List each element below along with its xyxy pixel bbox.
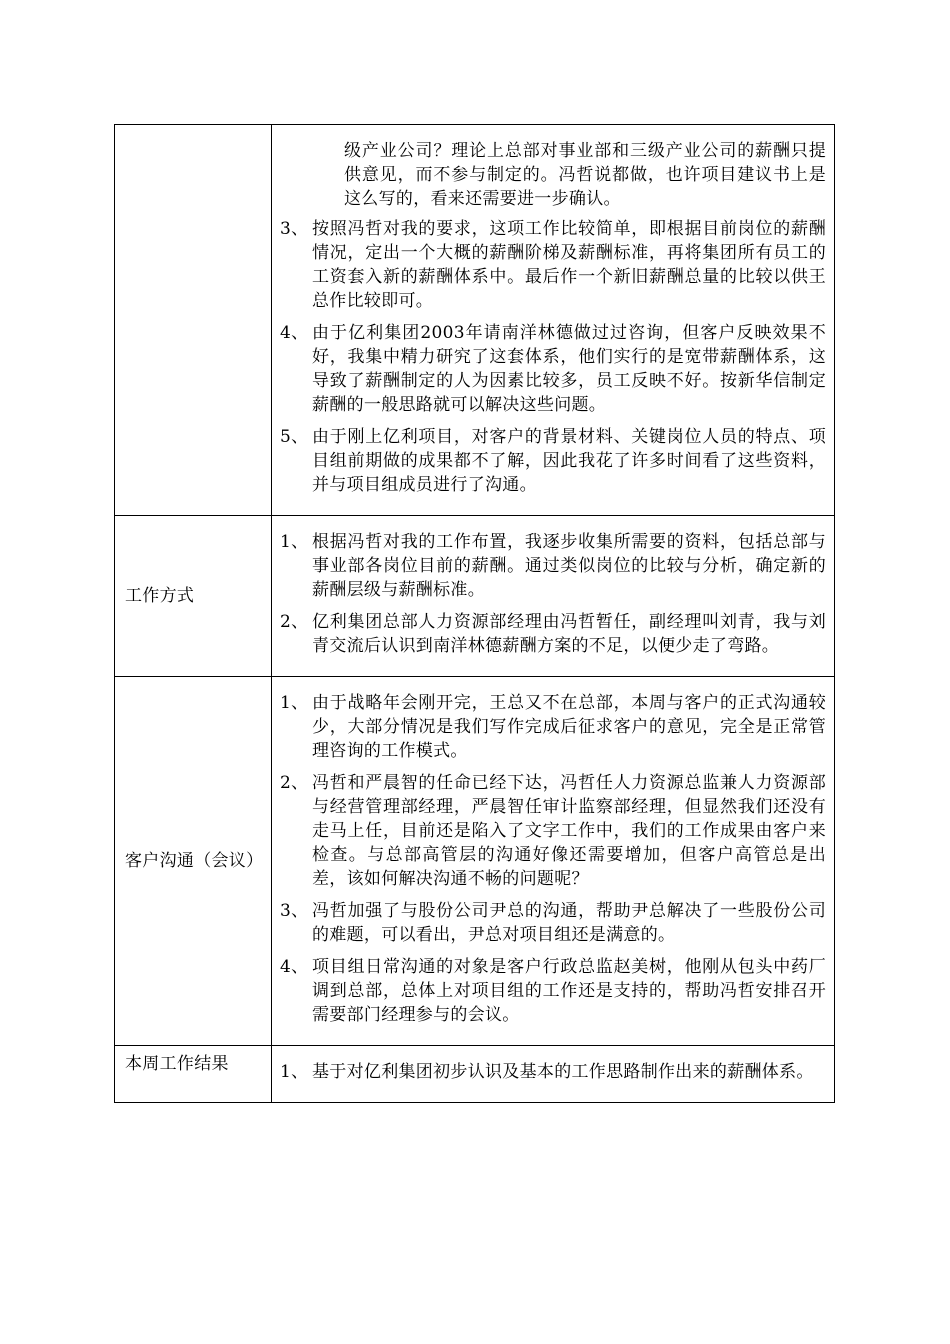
item-text: 冯哲加强了与股份公司尹总的沟通，帮助尹总解决了一些股份公司的难题，可以看出，尹总对项目组还是满意的。 (312, 901, 826, 945)
list-item (280, 691, 826, 763)
item-number: 1、 (280, 532, 309, 552)
list-item (280, 955, 826, 1027)
item-text: 由于战略年会刚开完，王总又不在总部，本周与客户的正式沟通较少，大部分情况是我们写作完成后征求客户的意见，完全是正常管理咨询的工作模式。 (312, 693, 826, 761)
item-text: 根据冯哲对我的工作布置，我逐步收集所需要的资料，包括总部与事业部各岗位目前的薪酬。通过类似岗位的比较与分析，确定新的薪酬层级与薪酬标准。 (312, 532, 826, 600)
item-text: 项目组日常沟通的对象是客户行政总监赵美树，他刚从包头中药厂调到总部，总体上对项目组的工作还是支持的，帮助冯哲安排召开需要部门经理参与的会议。 (312, 957, 826, 1025)
row-label-work-method: 工作方式 (115, 516, 272, 677)
item-number: 1、 (280, 693, 309, 713)
weekly-report-table (114, 124, 835, 1103)
row-label-client-communication: 客户沟通（会议） (115, 677, 272, 1046)
item-number: 4、 (280, 323, 309, 343)
row-label-weekly-result: 本周工作结果 (115, 1046, 272, 1103)
table-row (115, 516, 835, 677)
item-number: 2、 (280, 773, 309, 793)
row-content (272, 516, 835, 677)
list-item (280, 1060, 826, 1084)
continued-paragraph: 级产业公司？理论上总部对事业部和三级产业公司的薪酬只提供意见，而不参与制定的。冯哲说都做，也许项目建议书上是这么写的，看来还需要进一步确认。 (344, 141, 826, 209)
table-row (115, 125, 835, 516)
item-number: 5、 (280, 427, 309, 447)
item-text: 冯哲和严晨智的任命已经下达，冯哲任人力资源总监兼人力资源部与经营管理部经理，严晨智任审计监察部经理，但显然我们还没有走马上任，目前还是陷入了文字工作中，我们的工作成果由客户来检查。与总部高管层的沟通好像还需要增加，但客户高管总是出差，该如何解决沟通不畅的问题呢？ (312, 773, 826, 889)
row-label-empty (115, 125, 272, 516)
item-number: 4、 (280, 957, 309, 977)
item-number: 1、 (280, 1062, 309, 1082)
table-row (115, 677, 835, 1046)
item-number: 3、 (280, 219, 309, 239)
list-item (280, 771, 826, 891)
list-item (280, 610, 826, 658)
item-text: 由于刚上亿利项目，对客户的背景材料、关键岗位人员的特点、项目组前期做的成果都不了解，因此我花了许多时间看了这些资料，并与项目组成员进行了沟通。 (312, 427, 826, 495)
table-row (115, 1046, 835, 1103)
list-item (280, 425, 826, 497)
item-text: 亿利集团总部人力资源部经理由冯哲暂任，副经理叫刘青，我与刘青交流后认识到南洋林德薪酬方案的不足，以便少走了弯路。 (312, 612, 826, 656)
item-text: 基于对亿利集团初步认识及基本的工作思路制作出来的薪酬体系。 (312, 1062, 814, 1082)
item-text: 按照冯哲对我的要求，这项工作比较简单，即根据目前岗位的薪酬情况，定出一个大概的薪酬阶梯及薪酬标准，再将集团所有员工的工资套入新的薪酬体系中。最后作一个新旧薪酬总量的比较以供王总作比较即可。 (312, 219, 826, 311)
item-number: 3、 (280, 901, 309, 921)
item-number: 2、 (280, 612, 309, 632)
row-content (272, 1046, 835, 1103)
item-text: 由于亿利集团2003年请南洋林德做过过咨询，但客户反映效果不好，我集中精力研究了这套体系，他们实行的是宽带薪酬体系，这导致了薪酬制定的人为因素比较多，员工反映不好。按新华信制定薪酬的一般思路就可以解决这些问题。 (312, 323, 826, 415)
row-content (272, 125, 835, 516)
list-item (280, 321, 826, 417)
row-content (272, 677, 835, 1046)
list-item (280, 899, 826, 947)
list-item (280, 217, 826, 313)
list-item (280, 530, 826, 602)
